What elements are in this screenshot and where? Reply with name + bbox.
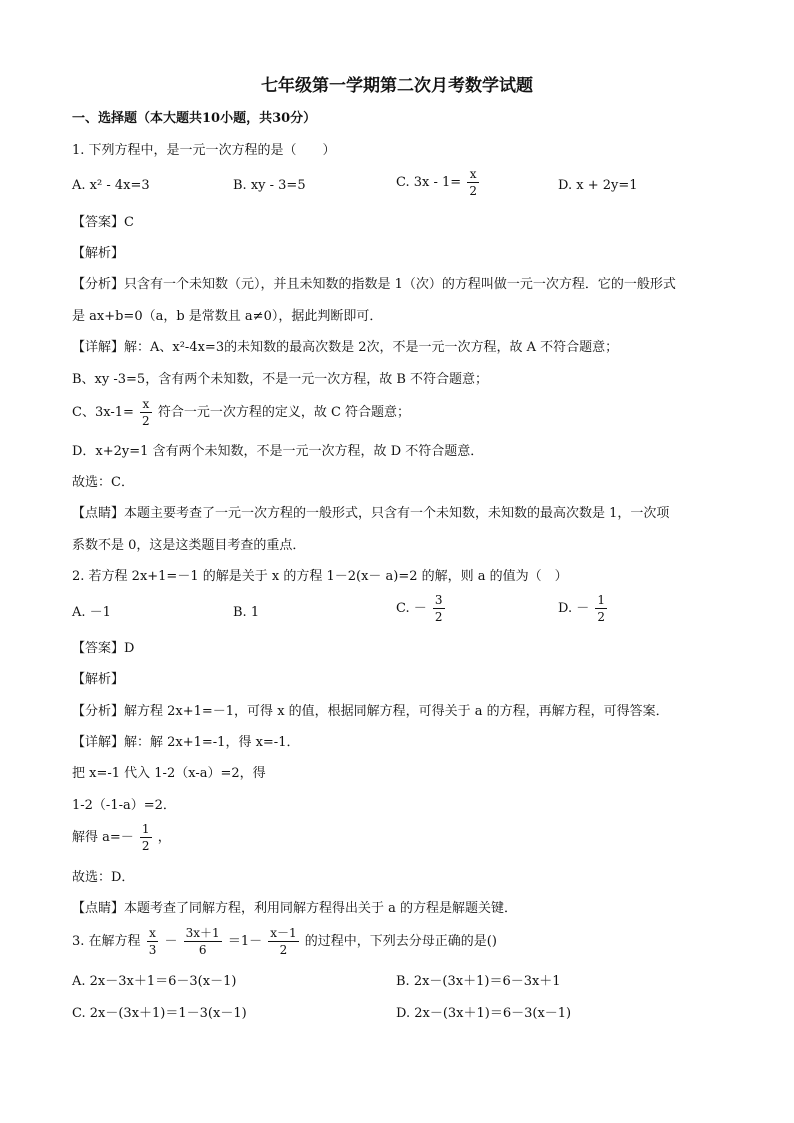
numerator: x bbox=[149, 926, 156, 940]
denominator: 6 bbox=[184, 941, 222, 956]
fraction bbox=[140, 398, 152, 427]
numerator: 1 bbox=[597, 593, 606, 607]
q1-xiangjie-line3 bbox=[72, 398, 410, 427]
q2-fenxi: 【分析】解方程 2x+1=－1，可得 x 的值，根据同解方程，可得关于 a 的方程，再解方程，可得答案． bbox=[72, 704, 669, 719]
q2-option-a: A. －1 bbox=[72, 605, 111, 620]
q1-xiangjie-line2: B、xy -3=5，含有两个未知数，不是一元一次方程，故 B 不符合题意； bbox=[72, 372, 489, 387]
q2-xiangjie-line3: 1-2（-1-a）=2． bbox=[72, 798, 176, 813]
q1-xiangjie3-post: 符合一元一次方程的定义，故 C 符合题意； bbox=[157, 405, 411, 420]
q2-xiangjie-line1: 【详解】解：解 2x+1=-1，得 x=-1． bbox=[72, 735, 300, 750]
fraction bbox=[184, 927, 222, 956]
denominator: 2 bbox=[141, 839, 150, 853]
denominator: 2 bbox=[597, 610, 606, 624]
fraction bbox=[595, 594, 607, 623]
q2-xiangjie-line4 bbox=[72, 823, 171, 852]
q2-option-c-text: C. － bbox=[396, 601, 427, 616]
page-title: 七年级第一学期第二次月考数学试题 bbox=[261, 76, 533, 96]
fraction bbox=[140, 823, 152, 852]
numerator: x－1 bbox=[270, 926, 297, 940]
q2-option-d-text: D. － bbox=[558, 601, 590, 616]
q1-option-c-text: C. 3x - 1= bbox=[396, 175, 462, 190]
q1-xiangjie-line4: D．x+2y=1 含有两个未知数，不是一元一次方程，故 D 不符合题意． bbox=[72, 444, 484, 459]
q2-xiangjie4-pre: 解得 a=－ bbox=[72, 830, 134, 845]
denominator: 2 bbox=[469, 184, 477, 198]
fraction bbox=[147, 927, 159, 956]
denominator: 2 bbox=[434, 610, 443, 624]
q2-stem: 2. 若方程 2x+1=－1 的解是关于 x 的方程 1－2(x－ a)=2 的解，则 a 的值为（ ） bbox=[72, 569, 568, 584]
q1-option-b: B. xy - 3=5 bbox=[233, 178, 306, 193]
numerator: 3x＋1 bbox=[185, 926, 220, 940]
fraction bbox=[433, 594, 445, 623]
q1-conclusion: 故选：C． bbox=[72, 475, 134, 490]
q3-stem-post: 的过程中，下列去分母正确的是() bbox=[304, 934, 497, 949]
q1-fenxi-line1: 【分析】只含有一个未知数（元），并且未知数的指数是 1（次）的方程叫做一元一次方程．它的一般形式 bbox=[72, 277, 676, 292]
q2-option-b: B. 1 bbox=[233, 605, 260, 620]
q3-stem bbox=[72, 927, 497, 956]
fraction bbox=[467, 168, 479, 197]
numerator: 1 bbox=[141, 822, 150, 836]
q3-option-d: D. 2x－(3x＋1)＝6－3(x－1) bbox=[396, 1006, 572, 1021]
q2-option-c bbox=[396, 594, 447, 623]
q3-option-b: B. 2x－(3x＋1)＝6－3x＋1 bbox=[396, 974, 561, 989]
q2-option-d bbox=[558, 594, 609, 623]
q1-xiangjie-line1: 【详解】解：A、x²-4x=3的未知数的最高次数是 2次，不是一元一次方程，故 A 不符合题意； bbox=[72, 340, 619, 355]
q1-option-d: D. x + 2y=1 bbox=[558, 178, 638, 193]
q1-xiangjie3-pre: C、3x-1= bbox=[72, 405, 134, 420]
q3-option-a: A. 2x－3x＋1＝6－3(x－1) bbox=[72, 974, 237, 989]
q2-answer: 【答案】D bbox=[72, 641, 135, 656]
q1-option-c bbox=[396, 168, 481, 197]
q2-conclusion: 故选：D． bbox=[72, 870, 135, 885]
q1-dianjing-line1: 【点睛】本题主要考查了一元一次方程的一般形式，只含有一个未知数，未知数的最高次数是 1，一次项 bbox=[72, 506, 670, 521]
q1-analysis-label: 【解析】 bbox=[72, 246, 125, 261]
q3-stem-pre: 3. 在解方程 bbox=[72, 934, 141, 949]
q2-analysis-label: 【解析】 bbox=[72, 672, 125, 687]
denominator: 2 bbox=[268, 941, 298, 956]
fraction bbox=[268, 927, 298, 956]
q2-xiangjie4-post: ， bbox=[157, 830, 171, 845]
q1-stem: 1. 下列方程中，是一元一次方程的是（ ） bbox=[72, 143, 336, 158]
q1-fenxi-line2: 是 ax+b=0（a，b 是常数且 a≠0），据此判断即可． bbox=[72, 309, 383, 324]
q1-answer: 【答案】C bbox=[72, 215, 134, 230]
q3-option-c: C. 2x－(3x＋1)＝1－3(x－1) bbox=[72, 1006, 247, 1021]
q2-xiangjie-line2: 把 x=-1 代入 1-2（x-a）=2，得 bbox=[72, 766, 266, 781]
q1-option-a: A. x² - 4x=3 bbox=[72, 178, 150, 193]
numerator: x bbox=[469, 167, 477, 181]
denominator: 3 bbox=[148, 943, 157, 957]
q2-dianjing: 【点睛】本题考查了同解方程，利用同解方程得出关于 a 的方程是解题关键． bbox=[72, 901, 518, 916]
denominator: 2 bbox=[142, 414, 150, 428]
section-heading: 一、选择题（本大题共10小题，共30分） bbox=[72, 111, 317, 126]
numerator: 3 bbox=[434, 593, 443, 607]
equals-sign: ＝1－ bbox=[227, 934, 263, 949]
q1-dianjing-line2: 系数不是 0，这是这类题目考查的重点． bbox=[72, 538, 306, 553]
minus-sign: － bbox=[164, 934, 178, 949]
numerator: x bbox=[142, 397, 150, 411]
